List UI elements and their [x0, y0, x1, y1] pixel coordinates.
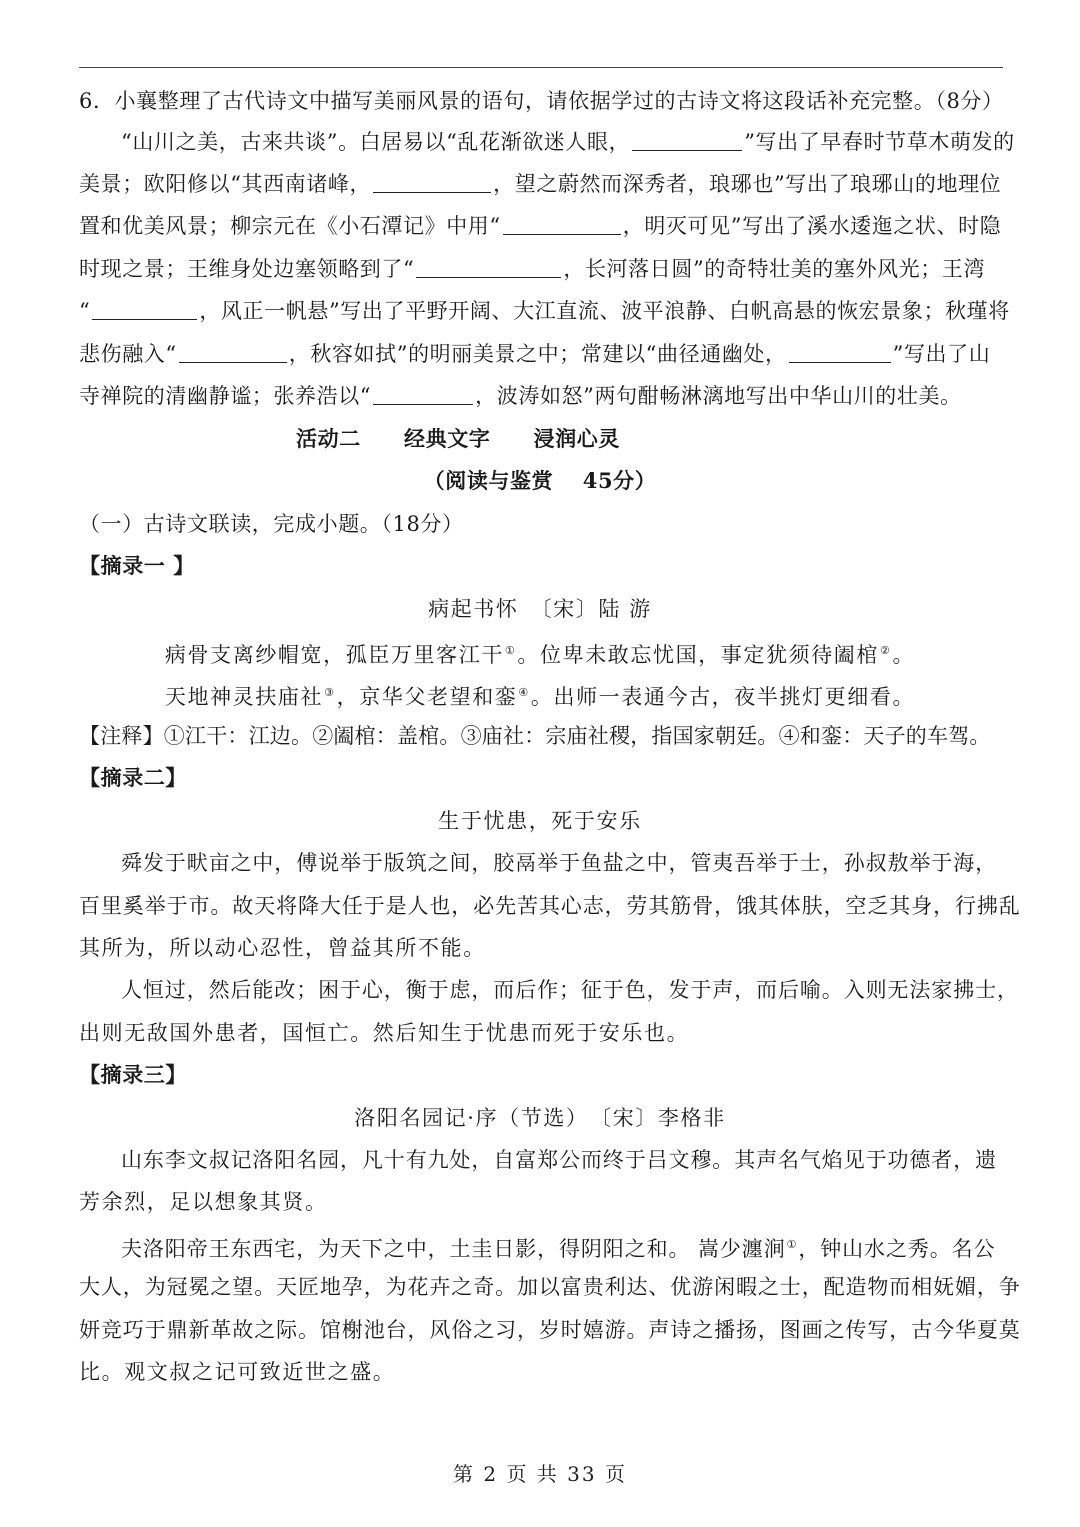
excerpt-2-para-2-line-2: 出则无敌国外患者，国恒亡。然后知生于忧患而死于安乐也。 — [79, 1021, 690, 1045]
question-6-line-3: 置和优美风景；柳宗元在《小石潭记》中用“ ，明灭可见”写出了溪水逶迤之状、时隐 — [79, 214, 1002, 238]
excerpt-2-label: 【摘录二】 — [79, 765, 187, 790]
excerpt-2-para-2-line-1: 人恒过，然后能改；困于心，衡于虑，而后作；征于色，发于声，而后喻。入则无法家拂士， — [121, 978, 1019, 1002]
excerpt-2-para-1-line-2: 百里奚举于市。故天将降大任于是人也，必先苦其心志，劳其筋骨，饿其体肤，空乏其身，行拂乱 — [79, 894, 1021, 918]
answer-blank-6[interactable] — [179, 342, 287, 363]
question-6-line-7: 寺禅院的清幽静谧；张养浩以“ ，波涛如怒”两句酣畅淋漓地写出中华山川的壮美。 — [79, 384, 962, 408]
excerpt-1-notes: 【注释】①江干：江边。②阖棺：盖棺。③庙社：宗庙社稷，指国家朝廷。④和銮：天子的车驾。 — [79, 724, 991, 748]
question-6-line-2: 美景；欧阳修以“其西南诸峰， ，望之蔚然而深秀者，琅琊也”写出了琅琊山的地理位 — [79, 172, 1002, 196]
answer-blank-5[interactable] — [92, 299, 197, 320]
excerpt-3-para-2-line-3: 妍竞巧于鼎新革故之际。馆榭池台，风俗之习，岁时嬉游。声诗之播扬，图画之传写，古今华夏莫 — [79, 1318, 1021, 1342]
answer-blank-1[interactable] — [632, 130, 742, 151]
header-rule — [79, 67, 1003, 68]
excerpt-2-para-1-line-1: 舜发于畎亩之中，傅说举于版筑之间，胶鬲举于鱼盐之中，管夷吾举于士，孙叔敖举于海， — [121, 851, 997, 875]
answer-blank-8[interactable] — [373, 384, 473, 405]
excerpt-1-title: 病起书怀 〔宋〕陆 游 — [428, 597, 652, 621]
question-6-line-4: 时现之景；王维身处边塞领略到了“ ，长河落日圆”的奇特壮美的塞外风光；王湾 — [79, 257, 986, 281]
question-6-prompt: 6．小襄整理了古代诗文中描写美丽风景的语句，请依据学过的古诗文将这段话补充完整。（8分） — [79, 89, 1004, 113]
excerpt-3-title: 洛阳名园记·序（节选） 〔宋〕李格非 — [354, 1106, 726, 1130]
activity-title: 活动二 经典文字 浸润心灵 — [296, 426, 620, 451]
answer-blank-3[interactable] — [503, 214, 621, 235]
excerpt-3-para-1-line-1: 山东李文叔记洛阳名园，凡十有九处，自富郑公而终于吕文穆。其声名气焰见于功德者，遗 — [121, 1148, 997, 1172]
excerpt-3-para-2-line-1: 夫洛阳帝王东西宅，为天下之中，土圭日影，得阴阳之和。 嵩少瀍涧①，钟山水之秀。名公 — [121, 1237, 996, 1261]
excerpt-1-verse-1: 病骨支离纱帽宽，孤臣万里客江干①。位卑未敢忘忧国，事定犹须待阖棺②。 — [164, 643, 916, 667]
question-6-line-6: 悲伤融入“ ，秋容如拭”的明丽美景之中；常建以“曲径通幽处， ”写出了山 — [79, 342, 991, 366]
activity-subtitle: （阅读与鉴赏 45分） — [423, 468, 657, 493]
excerpt-3-label: 【摘录三】 — [79, 1062, 187, 1087]
page-number-footer: 第 2 页 共 33 页 — [453, 1462, 627, 1486]
excerpt-3-para-1-line-2: 芳余烈，足以想象其贤。 — [79, 1190, 328, 1214]
excerpt-1-verse-2: 天地神灵扶庙社③，京华父老望和銮④。出师一表通今古，夜半挑灯更细看。 — [164, 685, 916, 709]
question-6-line-1: “山川之美，古来共谈”。白居易以“乱花渐欲迷人眼， ”写出了早春时节草木萌发的 — [121, 130, 1015, 154]
part-1-heading: （一）古诗文联读，完成小题。（18分） — [79, 512, 464, 536]
answer-blank-7[interactable] — [789, 342, 891, 363]
excerpt-1-label: 【摘录一 】 — [79, 553, 195, 578]
answer-blank-4[interactable] — [416, 257, 561, 278]
excerpt-3-para-2-line-4: 比。观文叔之记可致近世之盛。 — [79, 1360, 396, 1384]
excerpt-3-para-2-line-2: 大人，为冠冕之望。天匠地孕，为花卉之奇。加以富贵利达、优游闲暇之士，配造物而相妩媚，争 — [79, 1275, 1021, 1299]
excerpt-2-para-1-line-3: 其所为，所以动心忍性，曾益其所不能。 — [79, 936, 486, 960]
excerpt-2-title: 生于忧患，死于安乐 — [438, 809, 642, 833]
answer-blank-2[interactable] — [373, 172, 491, 193]
question-6-line-5: “ ，风正一帆悬”写出了平野开阔、大江直流、波平浪静、白帆高悬的恢宏景象；秋瑾将 — [79, 299, 1010, 323]
